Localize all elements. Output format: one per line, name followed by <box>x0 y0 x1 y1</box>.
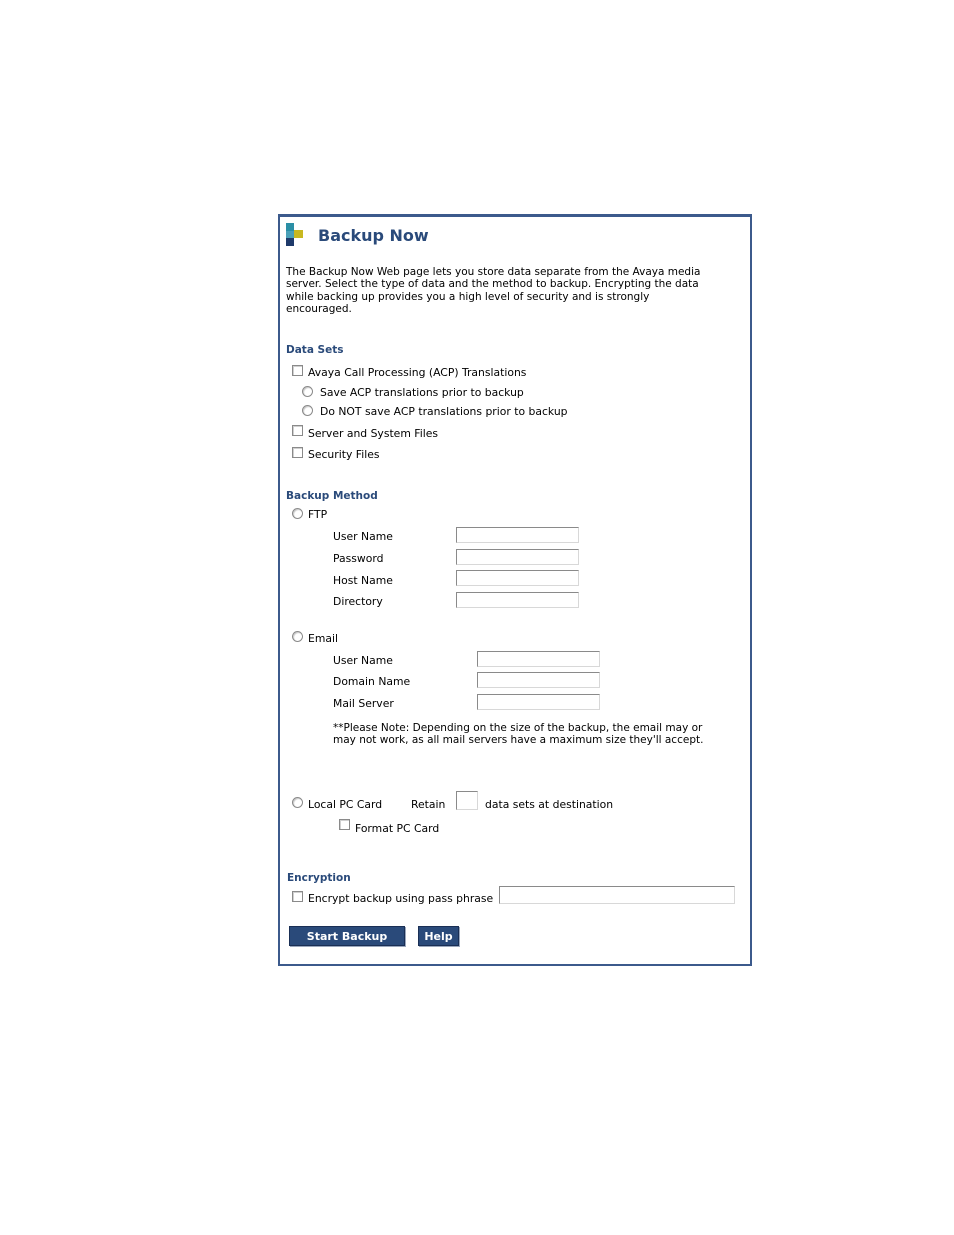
encryption-heading: Encryption <box>287 872 351 884</box>
ftp-host-name-input[interactable] <box>456 570 579 586</box>
encrypt-backup-label: Encrypt backup using pass phrase <box>308 892 494 905</box>
data-sets-heading: Data Sets <box>286 344 344 356</box>
email-domain-name-label: Domain Name <box>333 675 411 688</box>
email-radio[interactable] <box>292 631 303 642</box>
server-files-checkbox[interactable] <box>292 425 303 436</box>
email-label: Email <box>308 632 338 645</box>
email-size-note: **Please Note: Depending on the size of the backup, the email may or may not work, as all mail servers have a maximum size they'll accept. <box>333 722 704 747</box>
local-pc-card-radio[interactable] <box>292 797 303 808</box>
ftp-radio[interactable] <box>292 508 303 519</box>
ftp-user-name-input[interactable] <box>456 527 579 543</box>
ftp-directory-input[interactable] <box>456 592 579 608</box>
save-acp-label: Save ACP translations prior to backup <box>320 386 524 399</box>
email-mail-server-input[interactable] <box>477 694 600 710</box>
data-sets-destination-label: data sets at destination <box>485 798 614 811</box>
security-files-label: Security Files <box>308 448 380 461</box>
acp-translations-checkbox[interactable] <box>292 365 303 376</box>
save-acp-radio[interactable] <box>302 386 313 397</box>
intro-text: The Backup Now Web page lets you store data separate from the Avaya media server. Select the type of data and the method to backup. Encrypting the data while backing up provides you a high level of security and is strongly encouraged. <box>286 266 701 316</box>
security-files-checkbox[interactable] <box>292 447 303 458</box>
retain-label: Retain <box>411 798 446 811</box>
email-user-name-input[interactable] <box>477 651 600 667</box>
ftp-password-input[interactable] <box>456 549 579 565</box>
ftp-user-name-label: User Name <box>333 530 393 543</box>
ftp-directory-label: Directory <box>333 595 383 608</box>
ftp-host-name-label: Host Name <box>333 574 393 587</box>
backup-method-heading: Backup Method <box>286 490 378 502</box>
format-pc-card-label: Format PC Card <box>355 822 440 835</box>
server-files-label: Server and System Files <box>308 427 438 440</box>
start-backup-button[interactable]: Start Backup <box>289 926 405 946</box>
ftp-password-label: Password <box>333 552 384 565</box>
avaya-squares-logo-icon <box>286 223 306 247</box>
email-user-name-label: User Name <box>333 654 393 667</box>
local-pc-card-label: Local PC Card <box>308 798 383 811</box>
encrypt-backup-checkbox[interactable] <box>292 891 303 902</box>
pass-phrase-input[interactable] <box>499 886 735 904</box>
no-save-acp-label: Do NOT save ACP translations prior to backup <box>320 405 568 418</box>
help-button[interactable]: Help <box>418 926 459 946</box>
retain-count-input[interactable] <box>456 791 478 810</box>
ftp-label: FTP <box>308 508 328 521</box>
format-pc-card-checkbox[interactable] <box>339 819 350 830</box>
backup-now-panel <box>278 214 752 966</box>
no-save-acp-radio[interactable] <box>302 405 313 416</box>
email-domain-name-input[interactable] <box>477 672 600 688</box>
acp-translations-label: Avaya Call Processing (ACP) Translations <box>308 366 527 379</box>
page-title: Backup Now <box>318 226 429 245</box>
email-mail-server-label: Mail Server <box>333 697 394 710</box>
